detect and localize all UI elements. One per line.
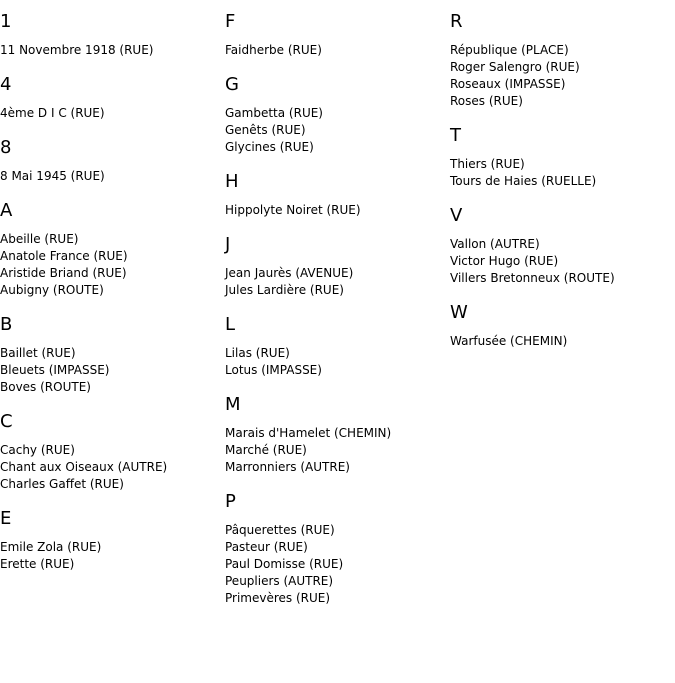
street-item: Chant aux Oiseaux (AUTRE): [0, 460, 168, 474]
letter-heading: P: [225, 491, 236, 512]
index-column: [0, 10, 225, 587]
letter-group: [225, 73, 450, 156]
street-list: [450, 156, 675, 190]
street-item: Hippolyte Noiret (RUE): [225, 203, 361, 217]
street-item: Jules Lardière (RUE): [225, 283, 344, 297]
letter-group: [450, 204, 675, 287]
street-item: Gambetta (RUE): [225, 106, 323, 120]
letter-heading: A: [0, 200, 13, 221]
index-column: [450, 10, 675, 364]
letter-group: [0, 73, 225, 122]
street-item: 4ème D I C (RUE): [0, 106, 105, 120]
letter-group: [450, 301, 675, 350]
street-item: Victor Hugo (RUE): [450, 254, 559, 268]
street-list: [0, 42, 225, 59]
street-item: Warfusée (CHEMIN): [450, 334, 568, 348]
street-item: Pâquerettes (RUE): [225, 523, 335, 537]
street-item: Anatole France (RUE): [0, 249, 128, 263]
letter-heading: T: [450, 125, 461, 146]
street-item: Cachy (RUE): [0, 443, 75, 457]
street-item: Emile Zola (RUE): [0, 540, 102, 554]
street-list: [225, 522, 450, 607]
street-item: Roses (RUE): [450, 94, 523, 108]
street-item: Aubigny (ROUTE): [0, 283, 104, 297]
street-item: Charles Gaffet (RUE): [0, 477, 124, 491]
street-list: [450, 42, 675, 110]
street-item: Pasteur (RUE): [225, 540, 308, 554]
letter-group: [0, 10, 225, 59]
street-item: Marais d'Hamelet (CHEMIN): [225, 426, 392, 440]
street-item: Tours de Haies (RUELLE): [450, 174, 597, 188]
street-item: Vallon (AUTRE): [450, 237, 540, 251]
street-list: [225, 345, 450, 379]
street-item: Aristide Briand (RUE): [0, 266, 127, 280]
letter-group: [0, 410, 225, 493]
street-item: Marché (RUE): [225, 443, 307, 457]
letter-group: [450, 10, 675, 110]
letter-heading: W: [450, 302, 468, 323]
letter-heading: 1: [0, 11, 12, 32]
street-item: 8 Mai 1945 (RUE): [0, 169, 105, 183]
letter-heading: B: [0, 314, 13, 335]
street-list: [0, 539, 225, 573]
street-list: [0, 345, 225, 396]
letter-heading: V: [450, 205, 463, 226]
street-item: Faidherbe (RUE): [225, 43, 322, 57]
street-list: [450, 236, 675, 287]
street-item: Boves (ROUTE): [0, 380, 91, 394]
street-item: Marronniers (AUTRE): [225, 460, 350, 474]
letter-heading: H: [225, 171, 239, 192]
letter-heading: G: [225, 74, 239, 95]
street-item: Abeille (RUE): [0, 232, 79, 246]
street-item: 11 Novembre 1918 (RUE): [0, 43, 154, 57]
street-list: [0, 442, 225, 493]
street-item: Roger Salengro (RUE): [450, 60, 580, 74]
street-list: [0, 231, 225, 299]
letter-heading: F: [225, 11, 236, 32]
letter-group: [225, 170, 450, 219]
street-list: [225, 425, 450, 476]
letter-group: [450, 124, 675, 190]
letter-heading: L: [225, 314, 236, 335]
letter-group: [225, 393, 450, 476]
street-list: [225, 105, 450, 156]
street-list: [0, 105, 225, 122]
letter-group: [0, 136, 225, 185]
letter-group: [225, 490, 450, 607]
street-item: Genêts (RUE): [225, 123, 306, 137]
street-item: Bleuets (IMPASSE): [0, 363, 110, 377]
street-item: Glycines (RUE): [225, 140, 314, 154]
street-list: [225, 265, 450, 299]
letter-group: [0, 313, 225, 396]
street-item: Jean Jaurès (AVENUE): [225, 266, 354, 280]
letter-heading: C: [0, 411, 13, 432]
street-list: [0, 168, 225, 185]
letter-group: [225, 233, 450, 299]
letter-heading: M: [225, 394, 241, 415]
letter-group: [225, 10, 450, 59]
street-item: Primevères (RUE): [225, 591, 331, 605]
street-item: Thiers (RUE): [450, 157, 525, 171]
street-item: Baillet (RUE): [0, 346, 76, 360]
street-item: Peupliers (AUTRE): [225, 574, 334, 588]
street-item: République (PLACE): [450, 43, 569, 57]
letter-heading: 4: [0, 74, 12, 95]
letter-heading: E: [0, 508, 12, 529]
letter-group: [0, 507, 225, 573]
street-item: Lotus (IMPASSE): [225, 363, 322, 377]
index-column: [225, 10, 450, 621]
street-item: Villers Bretonneux (ROUTE): [450, 271, 615, 285]
street-list: [225, 42, 450, 59]
street-list: [450, 333, 675, 350]
letter-heading: 8: [0, 137, 12, 158]
street-item: Erette (RUE): [0, 557, 75, 571]
letter-heading: J: [225, 234, 231, 255]
street-item: Roseaux (IMPASSE): [450, 77, 566, 91]
street-item: Lilas (RUE): [225, 346, 290, 360]
letter-heading: R: [450, 11, 463, 32]
street-list: [225, 202, 450, 219]
letter-group: [225, 313, 450, 379]
letter-group: [0, 199, 225, 299]
street-item: Paul Domisse (RUE): [225, 557, 344, 571]
